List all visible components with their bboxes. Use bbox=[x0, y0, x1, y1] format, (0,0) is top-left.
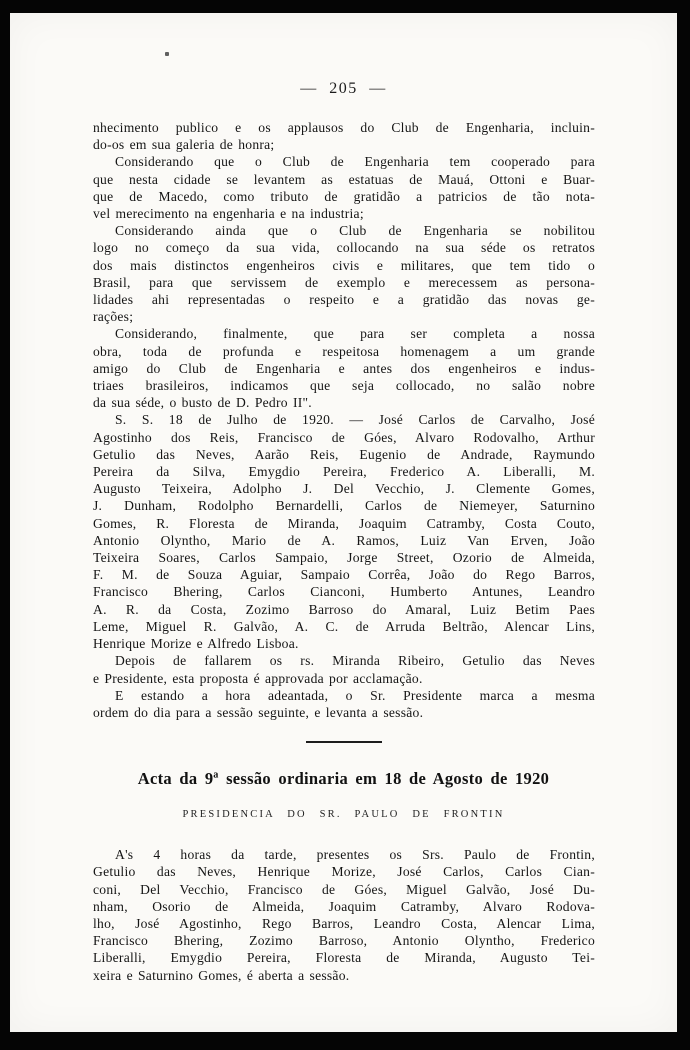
text-line: Considerando ainda que o Club de Engenharia se nobilitou bbox=[115, 223, 595, 239]
text-line: Considerando que o Club de Engenharia tem cooperado para bbox=[115, 154, 595, 170]
text-line: rações; bbox=[93, 309, 134, 325]
text-line: Teixeira Soares, Carlos Sampaio, Jorge Street, Ozorio de Almeida, bbox=[93, 550, 595, 566]
text-line: coni, Del Vecchio, Francisco de Góes, Miguel Galvão, José Du- bbox=[93, 881, 595, 897]
text-line: do-os em sua galeria de honra; bbox=[93, 137, 275, 153]
paragraph bbox=[93, 153, 595, 222]
text-line: J. Dunham, Rodolpho Bernardelli, Carlos de Niemeyer, Saturnino bbox=[93, 498, 595, 514]
text-line: Getulio das Neves, Henrique Morize, José Carlos, Carlos Cian- bbox=[93, 864, 595, 880]
text-line: xeira e Saturnino Gomes, é aberta a sessão. bbox=[93, 967, 350, 983]
text-line: e Presidente, esta proposta é approvada por acclamação. bbox=[93, 670, 423, 686]
text-line: Henrique Morize e Alfredo Lisboa. bbox=[93, 636, 299, 652]
text-line: S. S. 18 de Julho de 1920. — José Carlos de Carvalho, José bbox=[115, 412, 595, 428]
text-line: Augusto Teixeira, Adolpho J. Del Vecchio, J. Clemente Gomes, bbox=[93, 481, 595, 497]
text-line: vel merecimento na engenharia e na industria; bbox=[93, 206, 364, 222]
text-line: lidades ahi representadas o respeito e a gratidão das novas ge- bbox=[93, 292, 595, 308]
paragraph bbox=[93, 846, 595, 984]
paragraph bbox=[93, 325, 595, 411]
text-line: Considerando, finalmente, que para ser completa a nossa bbox=[115, 326, 595, 342]
text-line: Gomes, R. Floresta de Miranda, Joaquim Catramby, Costa Couto, bbox=[93, 515, 595, 531]
paragraph bbox=[93, 652, 595, 686]
text-line: ordem do dia para a sessão seguinte, e levanta a sessão. bbox=[93, 704, 424, 720]
text-line: nham, Osorio de Almeida, Joaquim Catramby, Alvaro Rodova- bbox=[93, 898, 595, 914]
resolution-text-section bbox=[10, 119, 677, 721]
text-line: obra, toda de profunda e respeitosa homenagem a um grande bbox=[93, 343, 595, 359]
document-page bbox=[10, 13, 677, 1032]
text-line: Agostinho dos Reis, Francisco de Góes, Alvaro Rodovalho, Arthur bbox=[93, 429, 595, 445]
section-divider bbox=[306, 741, 382, 743]
text-line: A's 4 horas da tarde, presentes os Srs. Paulo de Frontin, bbox=[115, 847, 595, 863]
text-line: Getulio das Neves, Aarão Reis, Eugenio de Andrade, Raymundo bbox=[93, 446, 595, 462]
text-line: A. R. da Costa, Zozimo Barroso do Amaral, Luiz Betim Paes bbox=[93, 601, 595, 617]
attendance-text-section bbox=[10, 846, 677, 984]
scan-artifact-dot bbox=[165, 52, 169, 56]
page-number: — 205 — bbox=[300, 80, 387, 97]
text-line: lho, José Agostinho, Rego Barros, Leandro Costa, Alencar Lima, bbox=[93, 915, 595, 931]
text-line: nhecimento publico e os applausos do Club de Engenharia, incluin- bbox=[93, 120, 595, 135]
text-line: Depois de fallarem os rs. Miranda Ribeiro, Getulio das Neves bbox=[115, 653, 595, 669]
paragraph bbox=[93, 687, 595, 721]
text-line: triaes brasileiros, indicamos que seja collocado, no salão nobre bbox=[93, 378, 595, 394]
text-line: amigo do Club de Engenharia e antes dos engenheiros e indus- bbox=[93, 360, 595, 376]
text-line: da sua séde, o busto de D. Pedro II". bbox=[93, 395, 312, 411]
text-line: dos mais distinctos engenheiros civis e militares, que tem tido o bbox=[93, 257, 595, 273]
text-line: Francisco Bhering, Zozimo Barroso, Antonio Olyntho, Frederico bbox=[93, 933, 595, 949]
text-line: Pereira da Silva, Emygdio Pereira, Frederico A. Liberalli, M. bbox=[93, 464, 595, 480]
paragraph bbox=[93, 119, 595, 153]
text-line: Liberalli, Emygdio Pereira, Floresta de Miranda, Augusto Tei- bbox=[93, 950, 595, 966]
paragraph bbox=[93, 411, 595, 652]
text-line: Brasil, para que servissem de exemplo e merecessem as persona- bbox=[93, 274, 595, 290]
presidency-subheading: PRESIDENCIA DO SR. PAULO DE FRONTIN bbox=[182, 809, 505, 821]
text-line: F. M. de Souza Aguiar, Sampaio Corrêa, João do Rego Barros, bbox=[93, 567, 595, 583]
text-line: E estando a hora adeantada, o Sr. Presidente marca a mesma bbox=[115, 687, 595, 703]
text-line: logo no começo da sua vida, collocando na sua séde os retratos bbox=[93, 240, 595, 256]
text-line: que nesta cidade se levantem as estatuas de Mauá, Ottoni e Buar- bbox=[93, 171, 595, 187]
paragraph bbox=[93, 222, 595, 325]
text-line: que de Macedo, como tributo de gratidão a patricios de tão nota- bbox=[93, 188, 595, 204]
text-line: Leme, Miguel R. Galvão, A. C. de Arruda Beltrão, Alencar Lins, bbox=[93, 618, 595, 634]
text-line: Antonio Olyntho, Mario de A. Ramos, Luiz Van Erven, João bbox=[93, 532, 595, 548]
session-heading: Acta da 9ª sessão ordinaria em 18 de Agosto de 1920 bbox=[137, 769, 550, 789]
text-line: Francisco Bhering, Carlos Cianconi, Humberto Antunes, Leandro bbox=[93, 584, 595, 600]
